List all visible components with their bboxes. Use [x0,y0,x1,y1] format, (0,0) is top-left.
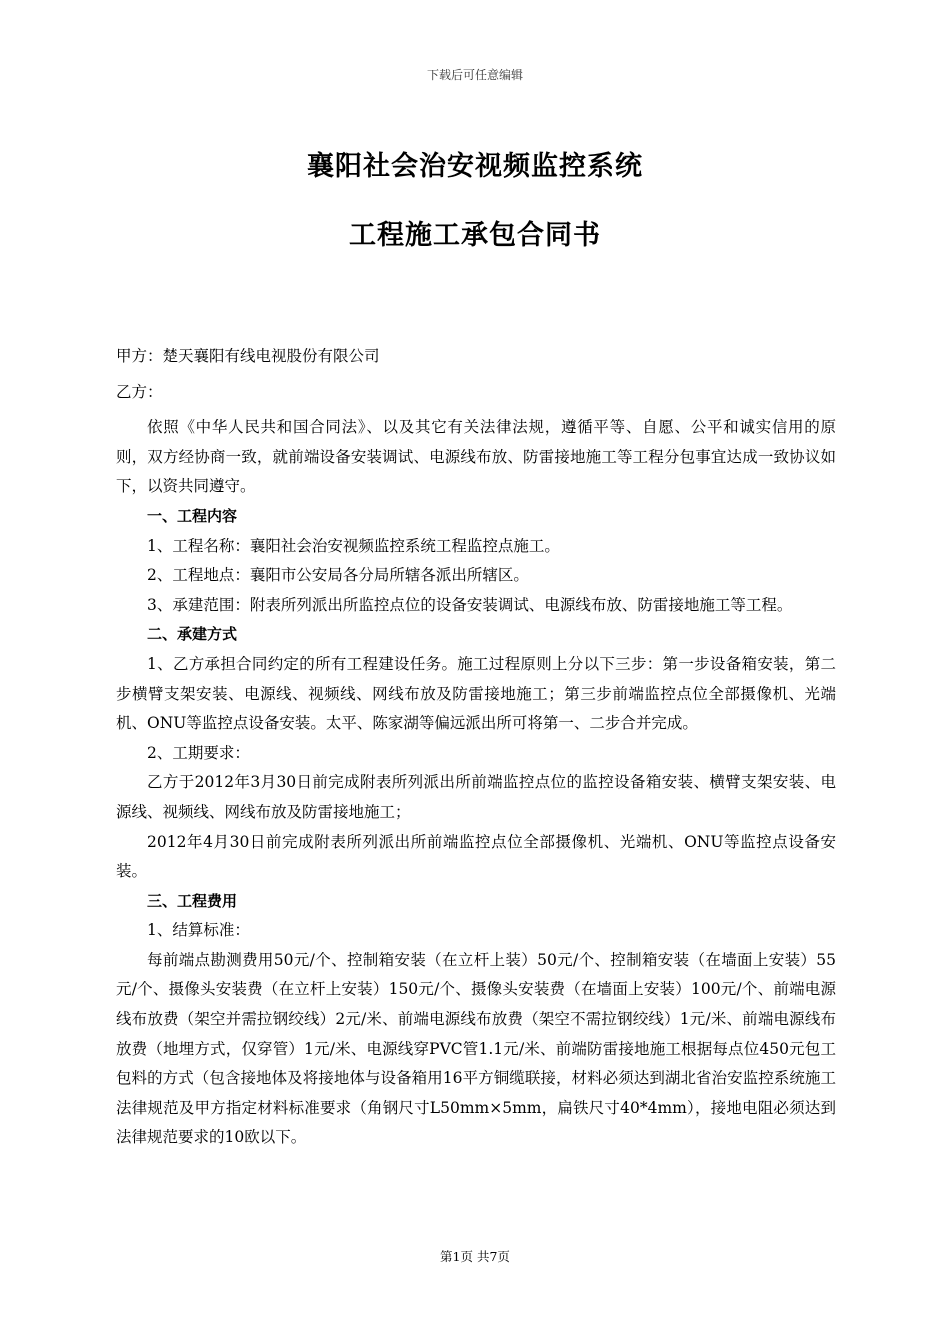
intro-paragraph: 依照《中华人民共和国合同法》、以及其它有关法律法规，遵循平等、自愿、公平和诚实信用的原则，双方经协商一致，就前端设备安装调试、电源线布放、防雷接地施工等工程分包事宜达成一致协议如下，以资共同遵守。 [116,418,836,496]
party-b: 乙方： [116,382,163,401]
section-3-item-1: 1、结算标准： [147,921,250,940]
page-footer: 第1页 共7页 [440,1249,510,1264]
section-2-item-2a: 乙方于2012年3月30日前完成附表所列派出所前端监控点位的监控设备箱安装、横臂支架安装、电源线、视频线、网线布放及防雷接地施工； [116,773,836,821]
page-header: 下载后可任意编辑 [426,68,523,82]
section-1-item: 3、承建范围：附表所列派出所监控点位的设备安装调试、电源线布放、防雷接地施工等工程。 [147,595,793,614]
section-2-item-2b: 2012年4月30日前完成附表所列派出所前端监控点位全部摄像机、光端机、ONU等监控点设备安装。 [116,832,836,881]
document-body [116,342,836,1153]
section-2-heading: 二、承建方式 [147,625,238,644]
section-2-item-1: 1、乙方承担合同约定的所有工程建设任务。施工过程原则上分以下三步：第一步设备箱安装，第二步横臂支架安装、电源线、视频线、网线布放及防雷接地施工；第三步前端监控点位全部摄像机、光端机、ONU等监控点设备安装。太平、陈家湖等偏远派出所可将第一、二步合并完成。 [116,654,836,733]
section-3-heading: 三、工程费用 [147,891,238,910]
section-1-heading: 一、工程内容 [147,506,238,525]
section-3-item-1a: 每前端点勘测费用50元/个、控制箱安装（在立杆上装）50元/个、控制箱安装（在墙面上安装）55元/个、摄像头安装费（在立杆上安装）150元/个、摄像头安装费（在墙面上安装）100元/个、前端电源线布放费（架空并需拉钢绞线）2元/米、前端电源线布放费（架空不需拉钢绞线）1元/米、前端电源线布放费（地埋方式，仅穿管）1元/米、电源线穿PVC管1.1元/米、前端防雷接地施工根据每点位450元包工包料的方式（包含接地体及将接地体与设备箱用16平方铜缆联接，材料必须达到湖北省治安监控系统施工法律规范及甲方指定材料标准要求（角钢尺寸L50mm×5mm，扁铁尺寸40*4mm），接地电阻必须达到法律规范要求的10欧以下。 [116,950,836,1147]
document-title-line2: 工程施工承包合同书 [349,220,601,251]
section-1-item: 2、工程地点：襄阳市公安局各分局所辖各派出所辖区。 [147,566,529,585]
document-title-line1: 襄阳社会治安视频监控系统 [307,151,643,182]
section-2-item-2: 2、工期要求： [147,743,250,762]
party-a: 甲方：楚天襄阳有线电视股份有限公司 [116,347,380,365]
section-1-item: 1、工程名称：襄阳社会治安视频监控系统工程监控点施工。 [147,536,560,555]
